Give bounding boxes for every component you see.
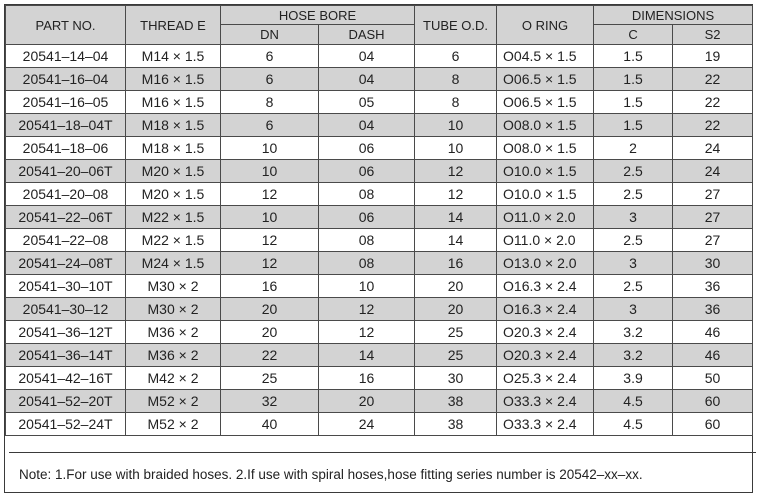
table-row: [6, 344, 753, 367]
dim-s2-cell: 30: [673, 252, 753, 275]
o-ring-cell: O25.3 × 2.4: [497, 367, 594, 390]
header-dash: DASH: [319, 25, 415, 45]
o-ring-cell: O04.5 × 1.5: [497, 45, 594, 68]
part-no-cell: 20541–22–08: [6, 229, 126, 252]
dn-cell: 10: [221, 160, 319, 183]
part-no-cell: 20541–36–14T: [6, 344, 126, 367]
header-thread-e: THREAD E: [126, 6, 221, 45]
table-header: [6, 6, 753, 45]
header-s2: S2: [673, 25, 753, 45]
part-no-cell: 20541–14–04: [6, 45, 126, 68]
table-row: [6, 390, 753, 413]
dim-s2-cell: 50: [673, 367, 753, 390]
dim-c-cell: 2.5: [594, 183, 673, 206]
dn-cell: 40: [221, 413, 319, 436]
dim-c-cell: 3.2: [594, 344, 673, 367]
tube-od-cell: 6: [415, 45, 497, 68]
dash-cell: 05: [319, 91, 415, 114]
dn-cell: 10: [221, 137, 319, 160]
dash-cell: 06: [319, 137, 415, 160]
dn-cell: 20: [221, 298, 319, 321]
header-c: C: [594, 25, 673, 45]
dim-c-cell: 3.9: [594, 367, 673, 390]
header-o-ring: O RING: [497, 6, 594, 45]
dim-s2-cell: 27: [673, 206, 753, 229]
o-ring-cell: O33.3 × 2.4: [497, 390, 594, 413]
dim-c-cell: 1.5: [594, 68, 673, 91]
dim-s2-cell: 27: [673, 183, 753, 206]
dim-c-cell: 2.5: [594, 160, 673, 183]
dash-cell: 12: [319, 298, 415, 321]
dim-c-cell: 4.5: [594, 390, 673, 413]
dim-c-cell: 1.5: [594, 91, 673, 114]
dn-cell: 12: [221, 229, 319, 252]
table-row: [6, 367, 753, 390]
o-ring-cell: O10.0 × 1.5: [497, 160, 594, 183]
table-row: [6, 275, 753, 298]
dn-cell: 12: [221, 183, 319, 206]
o-ring-cell: O20.3 × 2.4: [497, 321, 594, 344]
thread-cell: M16 × 1.5: [126, 68, 221, 91]
part-no-cell: 20541–30–10T: [6, 275, 126, 298]
dn-cell: 8: [221, 91, 319, 114]
dn-cell: 32: [221, 390, 319, 413]
table-row: [6, 91, 753, 114]
o-ring-cell: O16.3 × 2.4: [497, 298, 594, 321]
thread-cell: M36 × 2: [126, 344, 221, 367]
table-row: [6, 298, 753, 321]
table-row: [6, 252, 753, 275]
dash-cell: 12: [319, 321, 415, 344]
table-row: [6, 160, 753, 183]
table-row: [6, 137, 753, 160]
dn-cell: 10: [221, 206, 319, 229]
header-dimensions: DIMENSIONS: [594, 6, 753, 25]
o-ring-cell: O33.3 × 2.4: [497, 413, 594, 436]
part-no-cell: 20541–16–05: [6, 91, 126, 114]
dim-s2-cell: 19: [673, 45, 753, 68]
fitting-spec-table: [5, 5, 753, 436]
dash-cell: 24: [319, 413, 415, 436]
table-row: [6, 183, 753, 206]
tube-od-cell: 20: [415, 275, 497, 298]
thread-cell: M52 × 2: [126, 390, 221, 413]
dash-cell: 14: [319, 344, 415, 367]
tube-od-cell: 25: [415, 344, 497, 367]
dash-cell: 08: [319, 229, 415, 252]
tube-od-cell: 38: [415, 413, 497, 436]
part-no-cell: 20541–18–04T: [6, 114, 126, 137]
tube-od-cell: 10: [415, 137, 497, 160]
thread-cell: M36 × 2: [126, 321, 221, 344]
table-row: [6, 321, 753, 344]
dim-c-cell: 3: [594, 206, 673, 229]
dash-cell: 20: [319, 390, 415, 413]
thread-cell: M18 × 1.5: [126, 114, 221, 137]
table-row: [6, 114, 753, 137]
part-no-cell: 20541–36–12T: [6, 321, 126, 344]
part-no-cell: 20541–52–20T: [6, 390, 126, 413]
dim-c-cell: 3: [594, 298, 673, 321]
part-no-cell: 20541–52–24T: [6, 413, 126, 436]
tube-od-cell: 10: [415, 114, 497, 137]
tube-od-cell: 12: [415, 183, 497, 206]
table-body: [6, 45, 753, 436]
dash-cell: 10: [319, 275, 415, 298]
dim-c-cell: 4.5: [594, 413, 673, 436]
dim-c-cell: 2.5: [594, 275, 673, 298]
tube-od-cell: 12: [415, 160, 497, 183]
thread-cell: M52 × 2: [126, 413, 221, 436]
o-ring-cell: O20.3 × 2.4: [497, 344, 594, 367]
dim-c-cell: 1.5: [594, 114, 673, 137]
o-ring-cell: O16.3 × 2.4: [497, 275, 594, 298]
dash-cell: 04: [319, 114, 415, 137]
thread-cell: M20 × 1.5: [126, 183, 221, 206]
tube-od-cell: 38: [415, 390, 497, 413]
dim-s2-cell: 27: [673, 229, 753, 252]
header-part-no: PART NO.: [6, 6, 126, 45]
thread-cell: M30 × 2: [126, 298, 221, 321]
spec-table-frame: [4, 4, 753, 493]
header-dn: DN: [221, 25, 319, 45]
tube-od-cell: 16: [415, 252, 497, 275]
o-ring-cell: O06.5 × 1.5: [497, 68, 594, 91]
dash-cell: 08: [319, 183, 415, 206]
o-ring-cell: O11.0 × 2.0: [497, 206, 594, 229]
dim-c-cell: 3: [594, 252, 673, 275]
part-no-cell: 20541–30–12: [6, 298, 126, 321]
o-ring-cell: O13.0 × 2.0: [497, 252, 594, 275]
o-ring-cell: O06.5 × 1.5: [497, 91, 594, 114]
dim-s2-cell: 24: [673, 160, 753, 183]
dim-s2-cell: 46: [673, 321, 753, 344]
part-no-cell: 20541–24–08T: [6, 252, 126, 275]
dim-c-cell: 2.5: [594, 229, 673, 252]
o-ring-cell: O11.0 × 2.0: [497, 229, 594, 252]
dn-cell: 25: [221, 367, 319, 390]
dash-cell: 04: [319, 45, 415, 68]
part-no-cell: 20541–42–16T: [6, 367, 126, 390]
tube-od-cell: 25: [415, 321, 497, 344]
dim-s2-cell: 22: [673, 68, 753, 91]
dash-cell: 08: [319, 252, 415, 275]
dim-s2-cell: 60: [673, 390, 753, 413]
header-hose-bore: HOSE BORE: [221, 6, 415, 25]
tube-od-cell: 14: [415, 206, 497, 229]
thread-cell: M42 × 2: [126, 367, 221, 390]
dn-cell: 16: [221, 275, 319, 298]
part-no-cell: 20541–22–06T: [6, 206, 126, 229]
thread-cell: M14 × 1.5: [126, 45, 221, 68]
dim-s2-cell: 22: [673, 114, 753, 137]
dim-c-cell: 1.5: [594, 45, 673, 68]
tube-od-cell: 8: [415, 68, 497, 91]
part-no-cell: 20541–16–04: [6, 68, 126, 91]
tube-od-cell: 20: [415, 298, 497, 321]
dash-cell: 06: [319, 206, 415, 229]
o-ring-cell: O08.0 × 1.5: [497, 137, 594, 160]
table-row: [6, 413, 753, 436]
dim-s2-cell: 36: [673, 275, 753, 298]
thread-cell: M24 × 1.5: [126, 252, 221, 275]
dim-s2-cell: 36: [673, 298, 753, 321]
tube-od-cell: 30: [415, 367, 497, 390]
dim-s2-cell: 46: [673, 344, 753, 367]
dash-cell: 04: [319, 68, 415, 91]
tube-od-cell: 8: [415, 91, 497, 114]
dn-cell: 6: [221, 68, 319, 91]
header-tube-od: TUBE O.D.: [415, 6, 497, 45]
dn-cell: 6: [221, 45, 319, 68]
thread-cell: M22 × 1.5: [126, 206, 221, 229]
dn-cell: 20: [221, 321, 319, 344]
dash-cell: 16: [319, 367, 415, 390]
table-row: [6, 45, 753, 68]
part-no-cell: 20541–18–06: [6, 137, 126, 160]
dn-cell: 22: [221, 344, 319, 367]
thread-cell: M16 × 1.5: [126, 91, 221, 114]
footnote: Note: 1.For use with braided hoses. 2.If use with spiral hoses,hose fitting series number is 20542–xx–xx.: [9, 452, 756, 497]
tube-od-cell: 14: [415, 229, 497, 252]
dim-s2-cell: 24: [673, 137, 753, 160]
part-no-cell: 20541–20–08: [6, 183, 126, 206]
thread-cell: M22 × 1.5: [126, 229, 221, 252]
o-ring-cell: O08.0 × 1.5: [497, 114, 594, 137]
dim-c-cell: 2: [594, 137, 673, 160]
thread-cell: M30 × 2: [126, 275, 221, 298]
dn-cell: 12: [221, 252, 319, 275]
dim-s2-cell: 22: [673, 91, 753, 114]
table-row: [6, 229, 753, 252]
part-no-cell: 20541–20–06T: [6, 160, 126, 183]
thread-cell: M20 × 1.5: [126, 160, 221, 183]
table-row: [6, 68, 753, 91]
thread-cell: M18 × 1.5: [126, 137, 221, 160]
dn-cell: 6: [221, 114, 319, 137]
o-ring-cell: O10.0 × 1.5: [497, 183, 594, 206]
dim-c-cell: 3.2: [594, 321, 673, 344]
dim-s2-cell: 60: [673, 413, 753, 436]
dash-cell: 06: [319, 160, 415, 183]
table-row: [6, 206, 753, 229]
